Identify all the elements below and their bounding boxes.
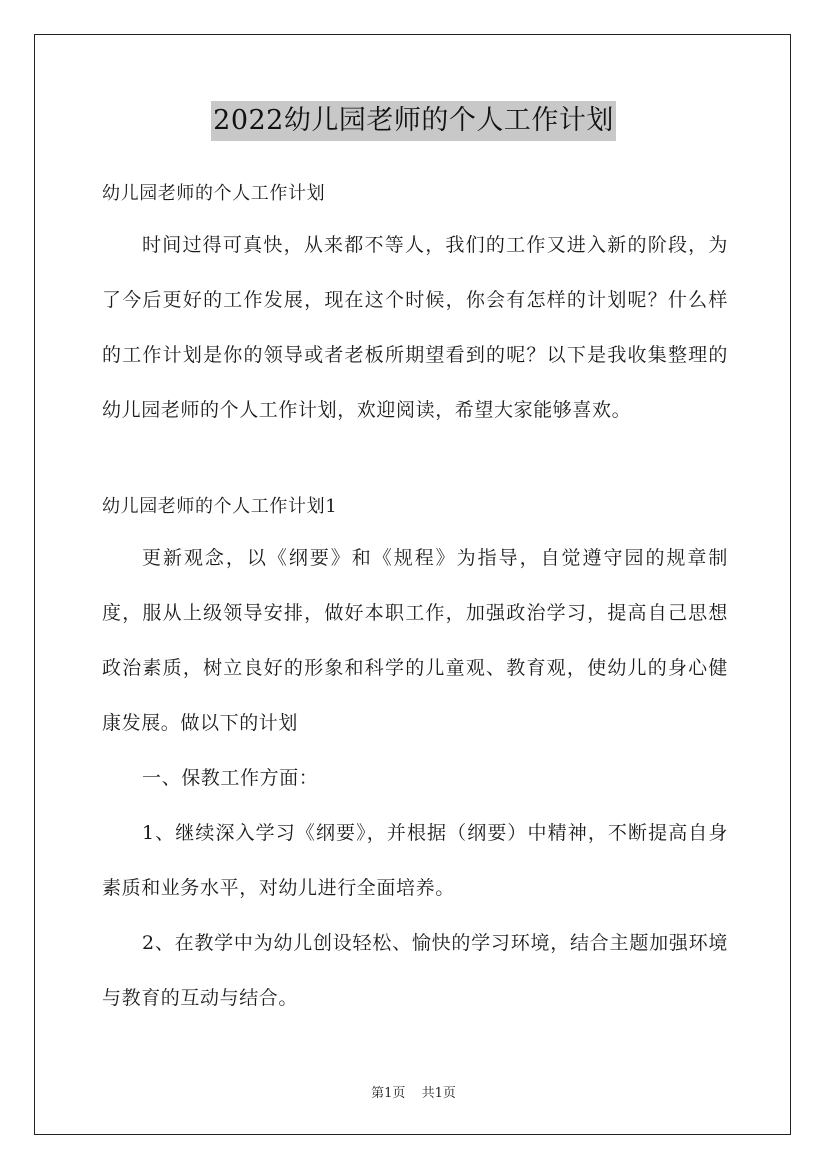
intro-paragraph: 时间过得可真快，从来都不等人，我们的工作又进入新的阶段，为了今后更好的工作发展，现在这个时候，你会有怎样的计划呢？什么样的工作计划是你的领导或者老板所期望看到的呢？以下是我收集整理的幼儿园老师的个人工作计划，欢迎阅读，希望大家能够喜欢。: [102, 234, 728, 421]
page-number: 第1页: [371, 1086, 406, 1101]
document-title: 2022幼儿园老师的个人工作计划: [211, 101, 616, 141]
page-total: 共1页: [421, 1086, 456, 1101]
paragraph-gap: [102, 438, 728, 483]
list-item-2: 2、在教学中为幼儿创设轻松、愉快的学习环境，结合主题加强环境与教育的互动与结合。: [102, 932, 728, 1009]
subtitle: 幼儿园老师的个人工作计划: [102, 183, 326, 204]
list-item-1: 1、继续深入学习《纲要》，并根据（纲要）中精神，不断提高自身素质和业务水平，对幼儿进行全面培养。: [102, 822, 728, 899]
section-paragraph: 更新观念，以《纲要》和《规程》为指导，自觉遵守园的规章制度，服从上级领导安排，做好本职工作，加强政治学习，提高自己思想政治素质，树立良好的形象和科学的儿童观、教育观，使幼儿的身心健康发展。做以下的计划: [102, 547, 728, 734]
title-container: [0, 101, 827, 141]
item-heading: 一、保教工作方面：: [142, 767, 319, 789]
document-body: [102, 170, 728, 1026]
page-footer: [0, 1082, 827, 1101]
section-heading: 幼儿园老师的个人工作计划1: [102, 496, 338, 517]
